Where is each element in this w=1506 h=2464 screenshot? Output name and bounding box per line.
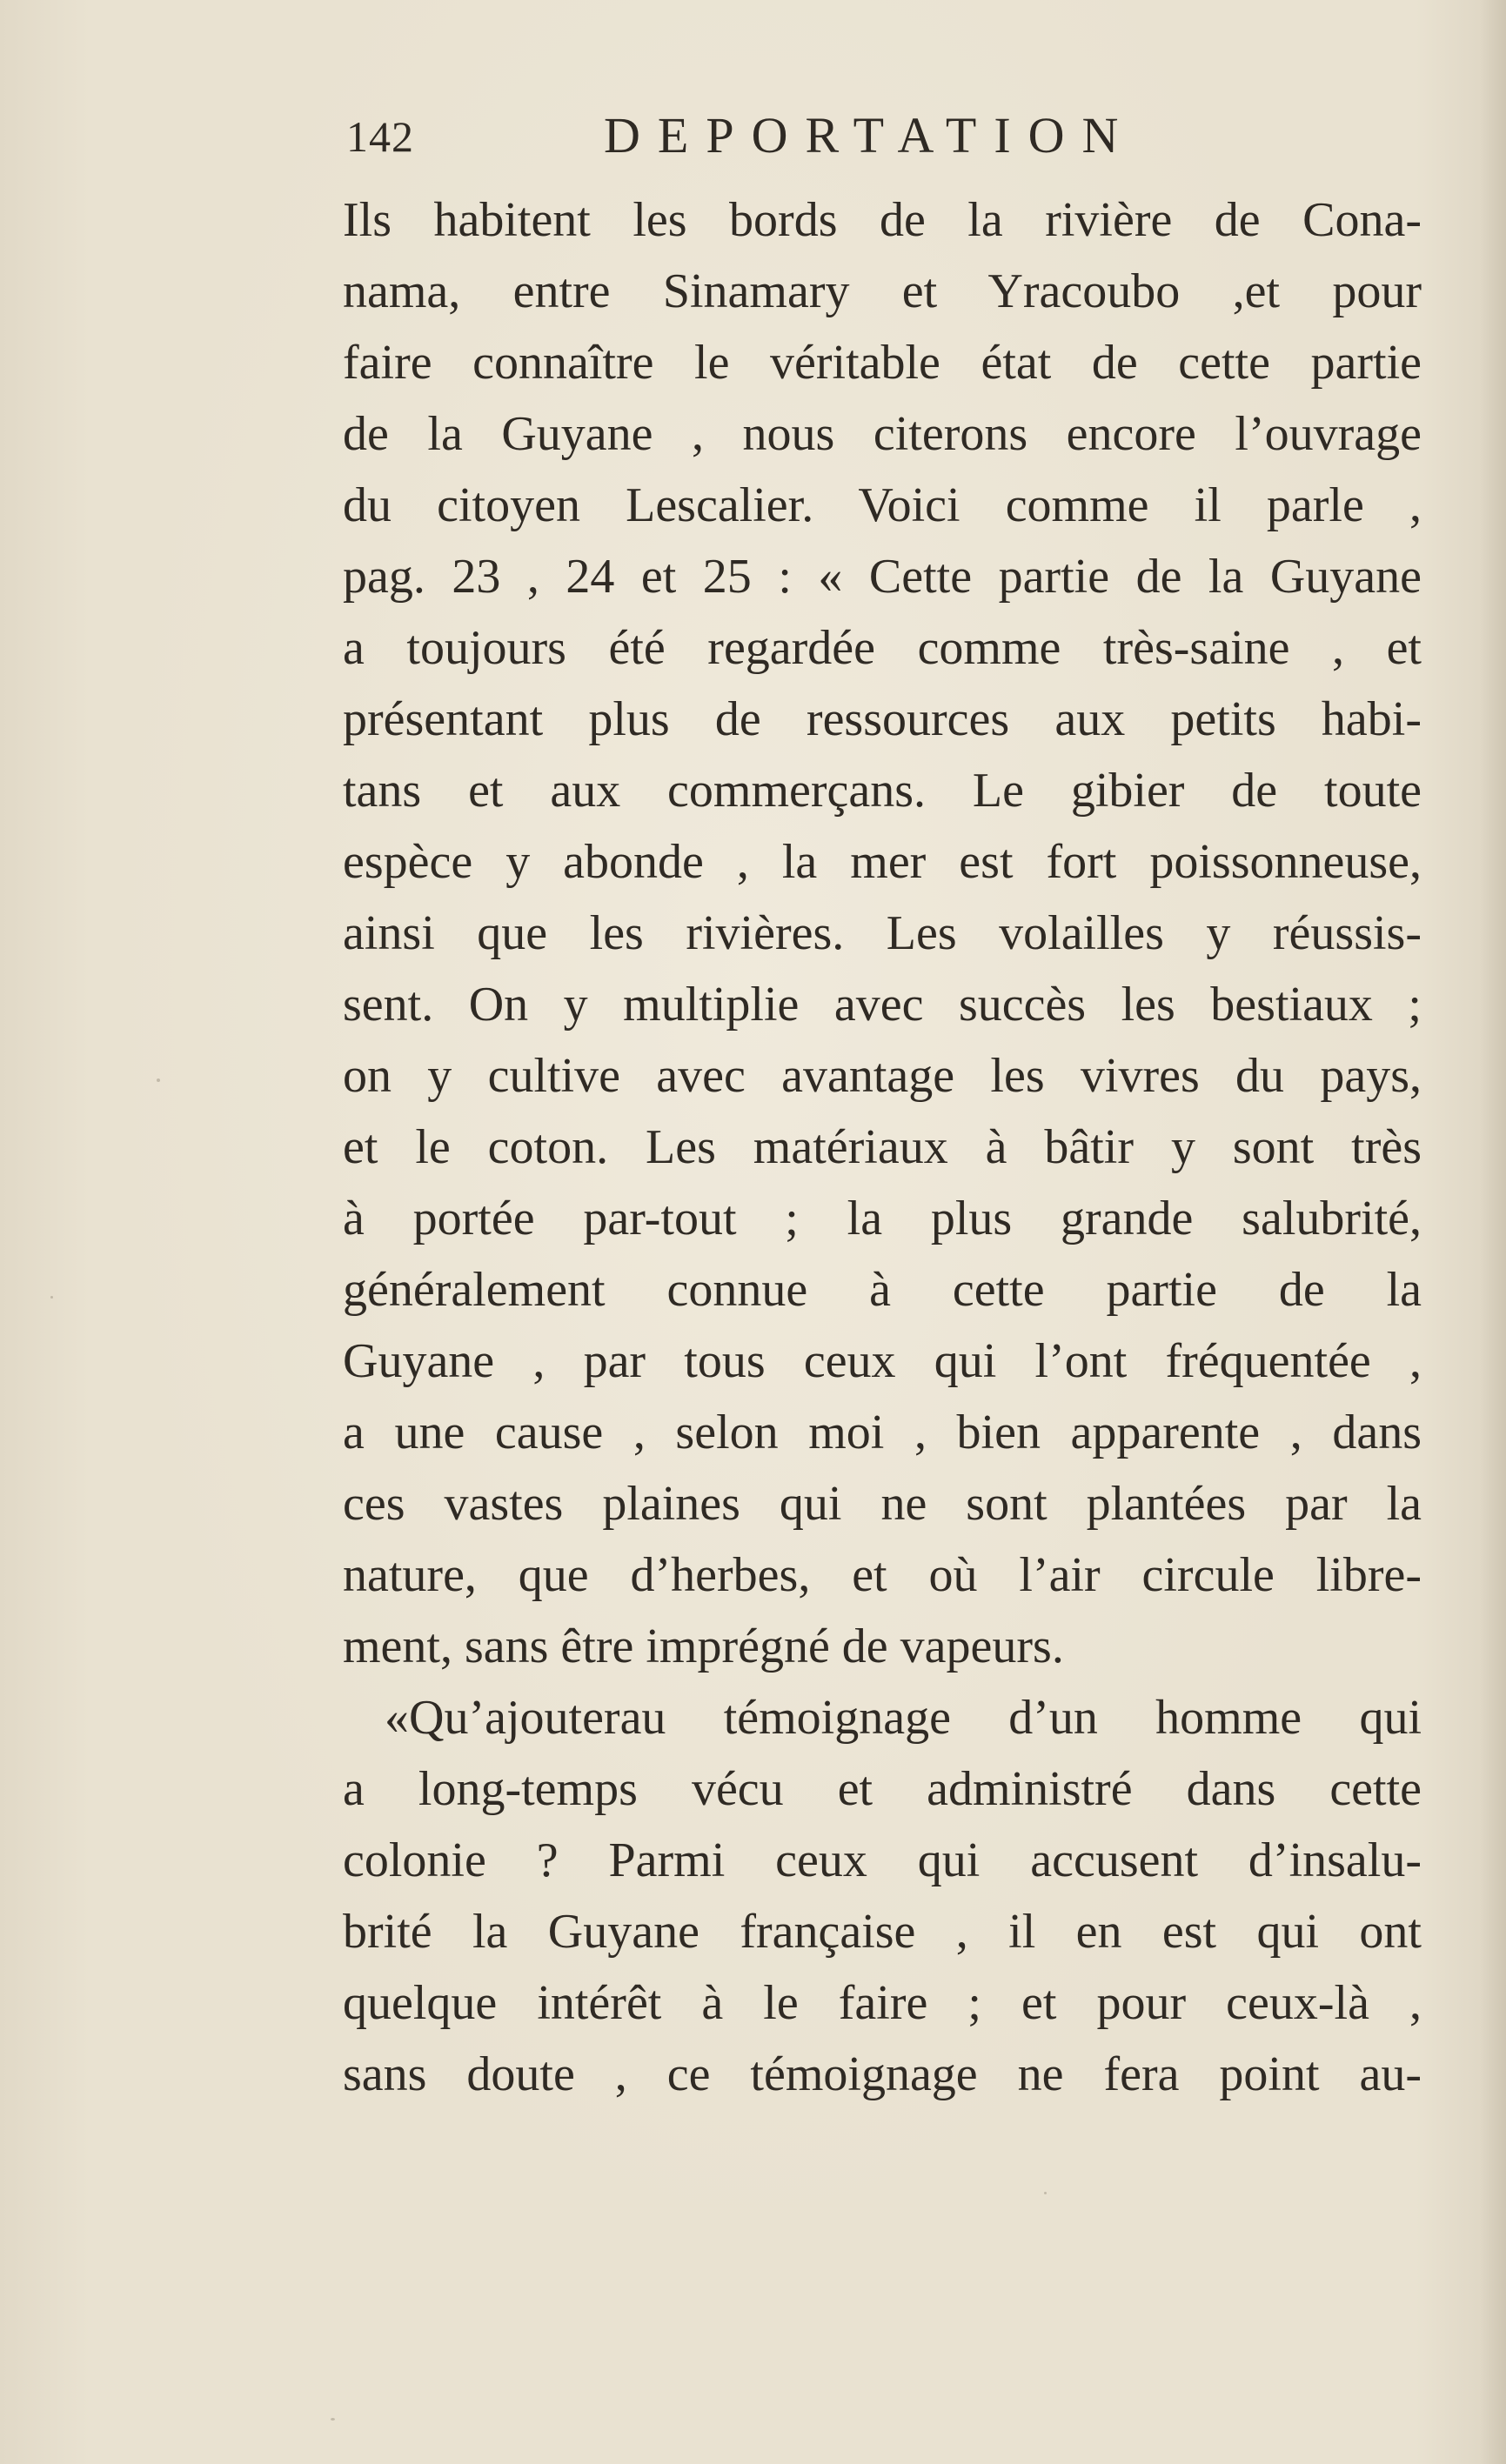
body-text: [343, 184, 1422, 2110]
paper-speck: [50, 1296, 53, 1299]
text-line: nature, que d’herbes, et où l’air circule libre-: [343, 1548, 1422, 1602]
text-line: colonie ? Parmi ceux qui accusent d’insalu-: [343, 1833, 1422, 1887]
text-line: brité la Guyane française , il en est qui ont: [343, 1905, 1422, 1959]
text-line: Ils habitent les bords de la rivière de Cona-: [343, 193, 1422, 247]
text-line: pag. 23 , 24 et 25 : « Cette partie de la Guyane: [343, 550, 1422, 604]
text-line: de la Guyane , nous citerons encore l’ouvrage: [343, 407, 1422, 461]
paper-speck: [157, 1078, 160, 1082]
text-line: ment, sans être imprégné de vapeurs.: [343, 1619, 1064, 1673]
text-line: a long-temps vécu et administré dans cette: [343, 1762, 1422, 1816]
text-line: sent. On y multiplie avec succès les bestiaux ;: [343, 978, 1422, 1032]
text-line: du citoyen Lescalier. Voici comme il parle ,: [343, 478, 1422, 532]
text-line: quelque intérêt à le faire ; et pour ceux-là ,: [343, 1976, 1422, 2030]
page-number: 142: [346, 112, 414, 161]
paper-speck: [331, 2418, 335, 2421]
text-line: et le coton. Les matériaux à bâtir y sont très: [343, 1120, 1422, 1174]
text-line: sans doute , ce témoignage ne fera point au-: [343, 2047, 1422, 2101]
text-line: espèce y abonde , la mer est fort poissonneuse,: [343, 835, 1422, 889]
text-line: généralement connue à cette partie de la: [343, 1263, 1422, 1317]
text-line: faire connaître le véritable état de cette partie: [343, 336, 1422, 390]
text-line: on y cultive avec avantage les vivres du pays,: [343, 1049, 1422, 1103]
text-line: à portée par-tout ; la plus grande salubrité,: [343, 1192, 1422, 1245]
text-line: présentant plus de ressources aux petits habi-: [343, 692, 1422, 746]
text-line-paragraph-start: «Qu’ajouterau témoignage d’un homme qui: [385, 1691, 1422, 1745]
page-header: [346, 107, 1425, 172]
text-line: a une cause , selon moi , bien apparente , dans: [343, 1406, 1422, 1459]
text-line: nama, entre Sinamary et Yracoubo ,et pour: [343, 264, 1422, 318]
paper-speck: [1044, 2192, 1047, 2194]
text-line: ainsi que les rivières. Les volailles y réussis-: [343, 906, 1422, 960]
text-line: Guyane , par tous ceux qui l’ont fréquentée ,: [343, 1334, 1422, 1388]
page-edge-shadow: [1480, 0, 1506, 2464]
text-line: ces vastes plaines qui ne sont plantées par la: [343, 1477, 1422, 1531]
text-line: a toujours été regardée comme très-saine , et: [343, 621, 1422, 675]
running-head: DEPORTATION: [604, 107, 1136, 164]
text-line: tans et aux commerçans. Le gibier de toute: [343, 764, 1422, 818]
